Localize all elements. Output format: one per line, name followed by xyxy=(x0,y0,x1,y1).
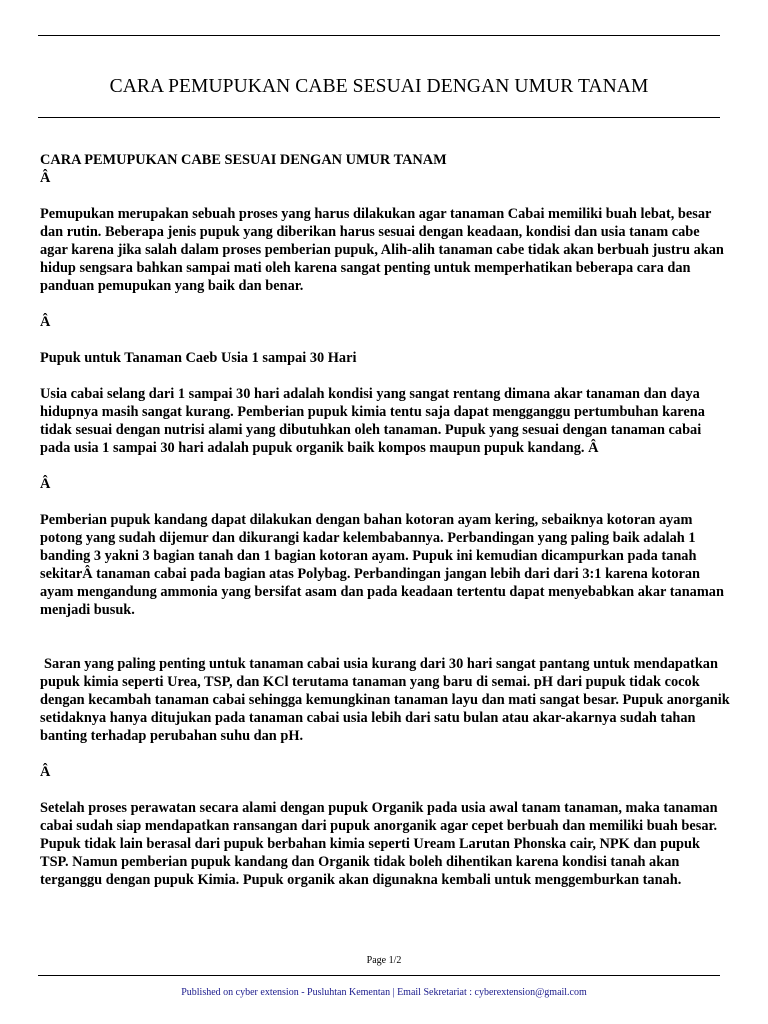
top-rule xyxy=(38,35,720,36)
stray-char: Â xyxy=(40,764,51,780)
paragraph-inorganic: Setelah proses perawatan secara alami dengan pupuk Organik pada usia awal tanam tanaman, maka tanaman cabai sudah siap mendapatkan ransangan dari pupuk anorganik agar cepet berbuah dan memiliki buah besar. Pupuk tidak lain berasal dari pupuk berbahan kimia seperti Uream Larutan Phonska cair, NPK dan pupuk TSP. Namun pemberian pupuk kandang dan Organik tidak boleh dihentikan karena kondisi tanah akan terganggu dengan pupuk Kimia. Pupuk organik akan digunakna kembali untuk menggemburkan tanah. xyxy=(40,800,718,888)
article-body xyxy=(40,151,730,889)
paragraph-manure: Pemberian pupuk kandang dapat dilakukan dengan bahan kotoran ayam kering, sebaiknya kotoran ayam potong yang sudah dijemur dan dikurangi kadar kelembabannya. Perbandingan yang paling baik adalah 1 banding 3 yakni 3 bagian tanah dan 1 bagian kotoran ayam. Pupuk ini kemudian dicampurkan pada tanah sekitarÂ tanaman cabai pada bagian atas Polybag. Perbandingan jangan lebih dari dari 3:1 karena kotoran ayam mengandung ammonia yang bersifat asam dan pada keadaan tertentu dapat menyebabkan akar tanaman menjadi busuk. xyxy=(40,512,724,618)
stray-char: Â xyxy=(40,170,51,186)
intro-paragraph: Pemupukan merupakan sebuah proses yang harus dilakukan agar tanaman Cabai memiliki buah lebat, besar dan rutin. Beberapa jenis pupuk yang diberikan harus sesuai dengan keadaan, kondisi dan usia tanam cabe agar karena jika salah dalam proses pemberian pupuk, Alih-alih tanaman cabe tidak akan berbuah justru akan hidup sengsara bahkan sampai mati oleh karena sangat penting untuk memperhatikan beberapa cara dan panduan pemupukan yang baik dan benar. xyxy=(40,206,724,294)
stray-char: Â xyxy=(40,476,51,492)
footer-published-link[interactable]: Published on cyber extension - Pusluhtan Kementan | Email Sekretariat : cyberextension@gmail.com xyxy=(181,987,587,998)
article-heading: CARA PEMUPUKAN CABE SESUAI DENGAN UMUR TANAM xyxy=(40,152,447,168)
title-underline xyxy=(38,117,720,118)
paragraph-young-plants: Usia cabai selang dari 1 sampai 30 hari adalah kondisi yang sangat rentang dimana akar tanaman dan daya hidupnya masih sangat kurang. Pemberian pupuk kimia tentu saja dapat mengganggu pertumbuhan karena tidak sesuai dengan nutrisi alami yang dibutuhkan oleh tanaman. Pupuk yang sesuai dengan tanaman cabai pada usia 1 sampai 30 hari adalah pupuk organik baik kompos maupun pupuk kandang. Â xyxy=(40,386,705,456)
page-number: Page 1/2 xyxy=(366,955,402,966)
paragraph-advice: Saran yang paling penting untuk tanaman cabai usia kurang dari 30 hari sangat pantang untuk mendapatkan pupuk kimia seperti Urea, TSP, dan KCl terutama tanaman yang baru di semai. pH dari pupuk tidak cocok dengan kecambah tanaman cabai sehingga kemungkinan tanaman layu dan mati sangat besar. Pupuk anorganik setidaknya hanya ditujukan pada tanaman cabai usia lebih dari satu bulan atau akar-akarnya sudah tahan banting terhadap perubahan suhu dan pH. xyxy=(40,656,730,744)
section-subheading: Pupuk untuk Tanaman Caeb Usia 1 sampai 30 Hari xyxy=(40,350,357,366)
page-title: CARA PEMUPUKAN CABE SESUAI DENGAN UMUR TANAM xyxy=(109,76,649,97)
stray-char: Â xyxy=(40,314,51,330)
footer-rule xyxy=(38,975,720,976)
